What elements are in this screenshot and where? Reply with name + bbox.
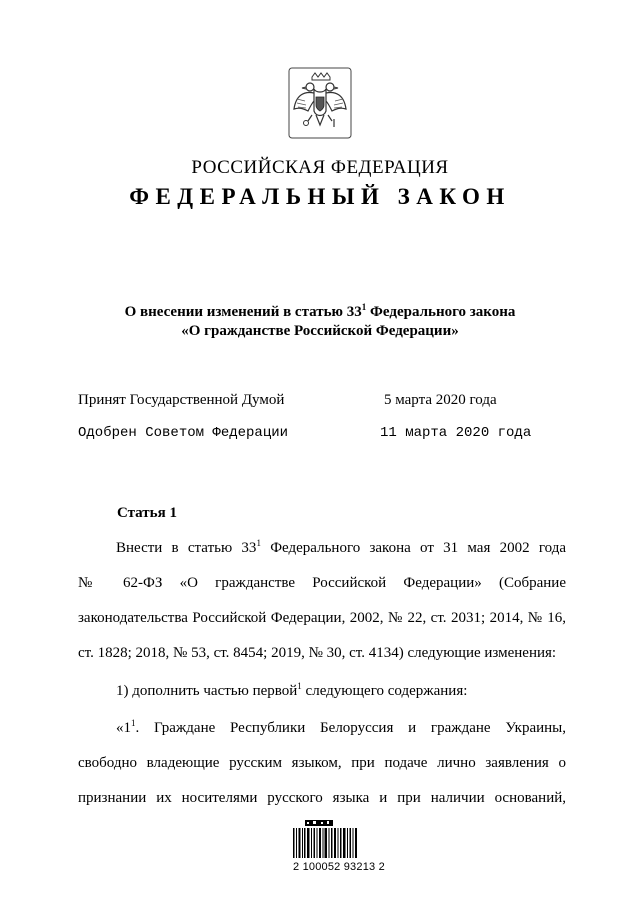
document-type-heading: ФЕДЕРАЛЬНЫЙ ЗАКОН: [129, 184, 511, 209]
paragraph-3-line-1: [116, 720, 566, 737]
council-approval-label: Одобрен Советом Федерации: [78, 425, 289, 441]
coat-of-arms-emblem: [288, 67, 352, 139]
paragraph-2-line-1: [116, 683, 566, 700]
double-headed-eagle-icon: [288, 67, 352, 139]
paragraph-3-line-3: признании их носителями русского языка и при наличии оснований,: [78, 790, 566, 806]
law-title-text-a: О внесении изменений в статью 33: [124, 304, 362, 320]
superscript-index: 1: [361, 302, 367, 312]
law-title-line-1: [0, 303, 640, 322]
article-heading: Статья 1: [117, 505, 177, 521]
law-title: [0, 303, 640, 341]
paragraph-3-line-2: свободно владеющие русским языком, при подаче лично заявления о: [78, 755, 566, 771]
duma-adoption-date: 5 марта 2020 года: [384, 392, 497, 408]
paragraph-3-text-a: «1: [116, 720, 131, 736]
duma-adoption-label: Принят Государственной Думой: [78, 392, 285, 408]
law-title-text-b: Федерального закона: [366, 304, 516, 320]
paragraph-2-text-b: следующего содержания:: [301, 683, 468, 699]
barcode-number: 2 100052 93213 2: [293, 861, 385, 873]
superscript-index: 1: [297, 681, 302, 691]
council-approval-date: 11 марта 2020 года: [380, 425, 532, 441]
paragraph-1-text-a: Внести в статью 33: [116, 540, 257, 556]
paragraph-1-line-2: № 62-ФЗ «О гражданстве Российской Федерации» (Собрание: [78, 575, 566, 591]
law-title-line-2: «О гражданстве Российской Федерации»: [181, 323, 459, 339]
paragraph-3-text-b: . Граждане Республики Белоруссия и граждане Украины,: [135, 720, 566, 736]
document-barcode: [293, 820, 357, 858]
paragraph-1-text-b: Федерального закона от 31 мая 2002 года: [260, 540, 566, 556]
superscript-index: 1: [131, 718, 136, 728]
paragraph-1-line-4: ст. 1828; 2018, № 53, ст. 8454; 2019, № 30, ст. 4134) следующие изменения:: [78, 645, 557, 661]
superscript-index: 1: [256, 538, 261, 548]
paragraph-2-text-a: 1) дополнить частью первой: [116, 683, 298, 699]
paragraph-1-line-1: [116, 540, 566, 557]
paragraph-1-line-3: законодательства Российской Федерации, 2002, № 22, ст. 2031; 2014, № 16,: [78, 610, 566, 626]
country-heading: РОССИЙСКАЯ ФЕДЕРАЦИЯ: [191, 157, 449, 178]
